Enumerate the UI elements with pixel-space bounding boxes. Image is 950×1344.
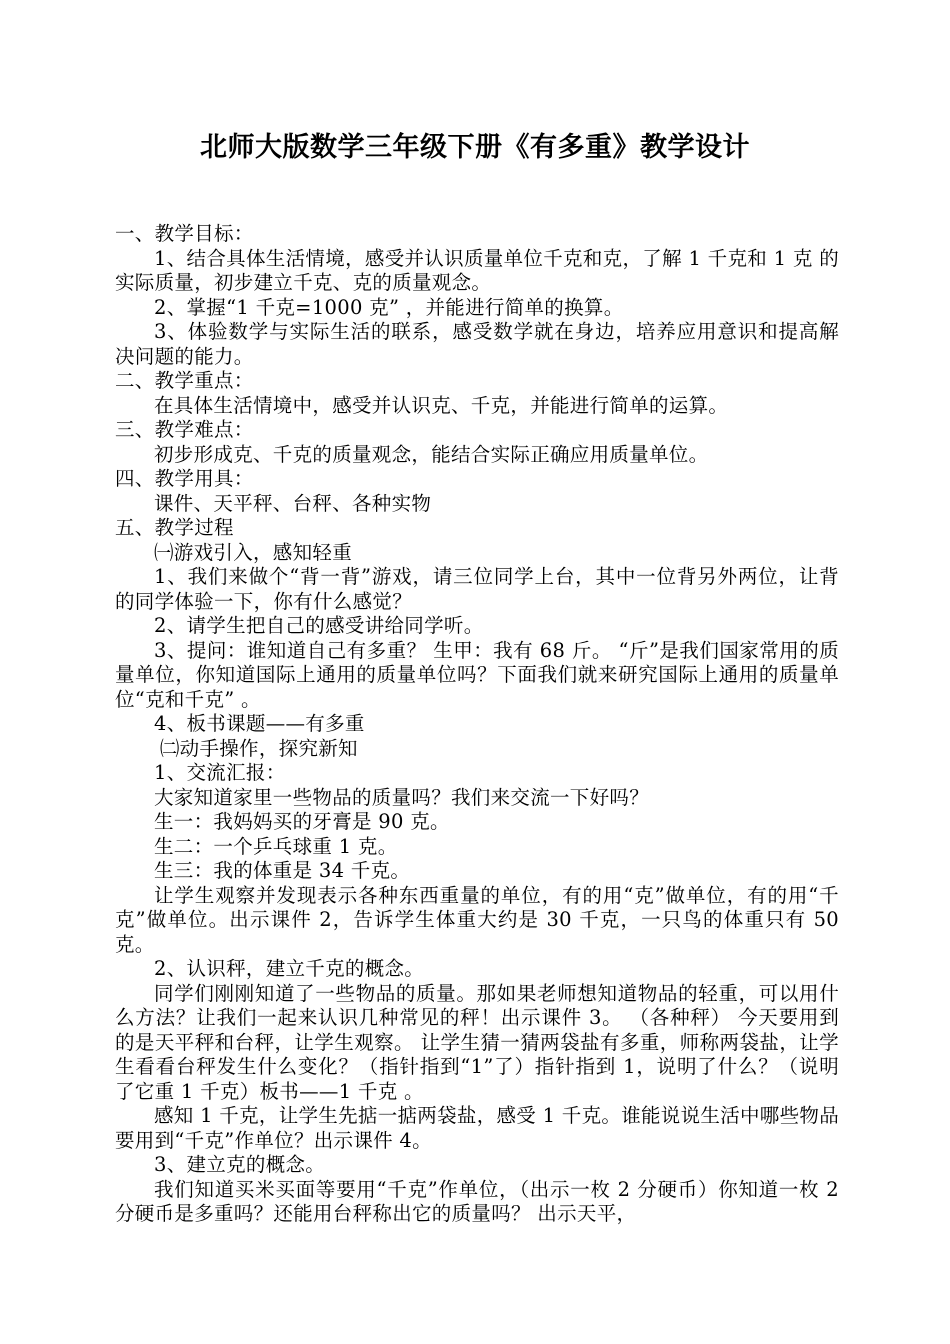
paragraph: 1、我们来做个“背一背”游戏，请三位同学上台，其中一位背另外两位，让背的同学体验一下，你有什么感觉？ — [115, 565, 839, 613]
section-heading: 三、教学难点： — [115, 418, 254, 441]
paragraph: 2、请学生把自己的感受讲给同学听。 — [154, 614, 484, 637]
paragraph: 2、认识秤，建立千克的概念。 — [154, 957, 425, 980]
paragraph: ㈡动手操作，探究新知 — [159, 736, 358, 760]
paragraph: 感知 1 千克，让学生先掂一掂两袋盐，感受 1 千克。谁能说说生活中哪些物品要用到“千克”作单位？出示课件 4。 — [115, 1104, 840, 1152]
document-title: 北师大版数学三年级下册《有多重》教学设计 — [200, 132, 750, 163]
section-heading: 二、教学重点： — [115, 369, 254, 392]
paragraph: 1、结合具体生活情境，感受并认识质量单位千克和克，了解 1 千克和 1 克 的实际质量，初步建立千克、克的质量观念。 — [115, 246, 839, 294]
paragraph: 我们知道买米买面等要用“千克”作单位，（出示一枚 2 分硬币）你知道一枚 2 分硬币是多重吗？还能用台秤称出它的质量吗？ 出示天平， — [115, 1177, 839, 1225]
paragraph: 初步形成克、千克的质量观念，能结合实际正确应用质量单位。 — [154, 442, 709, 466]
paragraph: 生三：我的体重是 34 千克。 — [154, 859, 411, 882]
paragraph: ㈠游戏引入，感知轻重 — [154, 540, 353, 564]
paragraph: 生一：我妈妈买的牙膏是 90 克。 — [154, 810, 450, 833]
paragraph: 让学生观察并发现表示各种东西重量的单位，有的用“克”做单位，有的用“千克”做单位。出示课件 2，告诉学生体重大约是 30 千克，一只鸟的体重只有 50 克。 — [115, 883, 839, 956]
document-body — [115, 222, 839, 1227]
paragraph: 4、板书课题——有多重 — [154, 712, 365, 735]
paragraph: 在具体生活情境中，感受并认识克、千克，并能进行简单的运算。 — [154, 393, 729, 417]
section-heading: 四、教学用具： — [115, 467, 254, 490]
paragraph: 3、体验数学与实际生活的联系，感受数学就在身边，培养应用意识和提高解决问题的能力。 — [115, 320, 839, 368]
paragraph: 1、交流汇报： — [154, 761, 286, 784]
section-heading: 五、教学过程 — [115, 516, 234, 539]
paragraph: 课件、天平秤、台秤、各种实物 — [154, 491, 432, 515]
paragraph: 3、建立克的概念。 — [154, 1153, 326, 1176]
paragraph: 2、掌握“1 千克=1000 克” ，并能进行简单的换算。 — [154, 295, 624, 319]
paragraph: 同学们刚刚知道了一些物品的质量。那如果老师想知道物品的轻重，可以用什么方法？让我们一起来认识几种常见的秤！出示课件 3。 （各种秤） 今天要用到的是天平秤和台秤，让学生观察。 让学生猜一猜两袋盐有多重，师称两袋盐，让学生看看台秤发生什么变化？（指针指到“1”了）指针指到 1，说明了什么？（说明了它重 1 千克）板书——1 千克 。 — [115, 981, 839, 1103]
section-heading: 一、教学目标： — [115, 222, 254, 245]
paragraph: 3、提问：谁知道自己有多重？ 生甲：我有 68 斤。 “斤”是我们国家常用的质量单位，你知道国际上通用的质量单位吗？下面我们就来研究国际上通用的质量单位“克和千克” 。 — [115, 638, 839, 711]
paragraph: 大家知道家里一些物品的质量吗？我们来交流一下好吗？ — [154, 785, 650, 809]
paragraph: 生二：一个乒乓球重 1 克。 — [154, 834, 398, 858]
